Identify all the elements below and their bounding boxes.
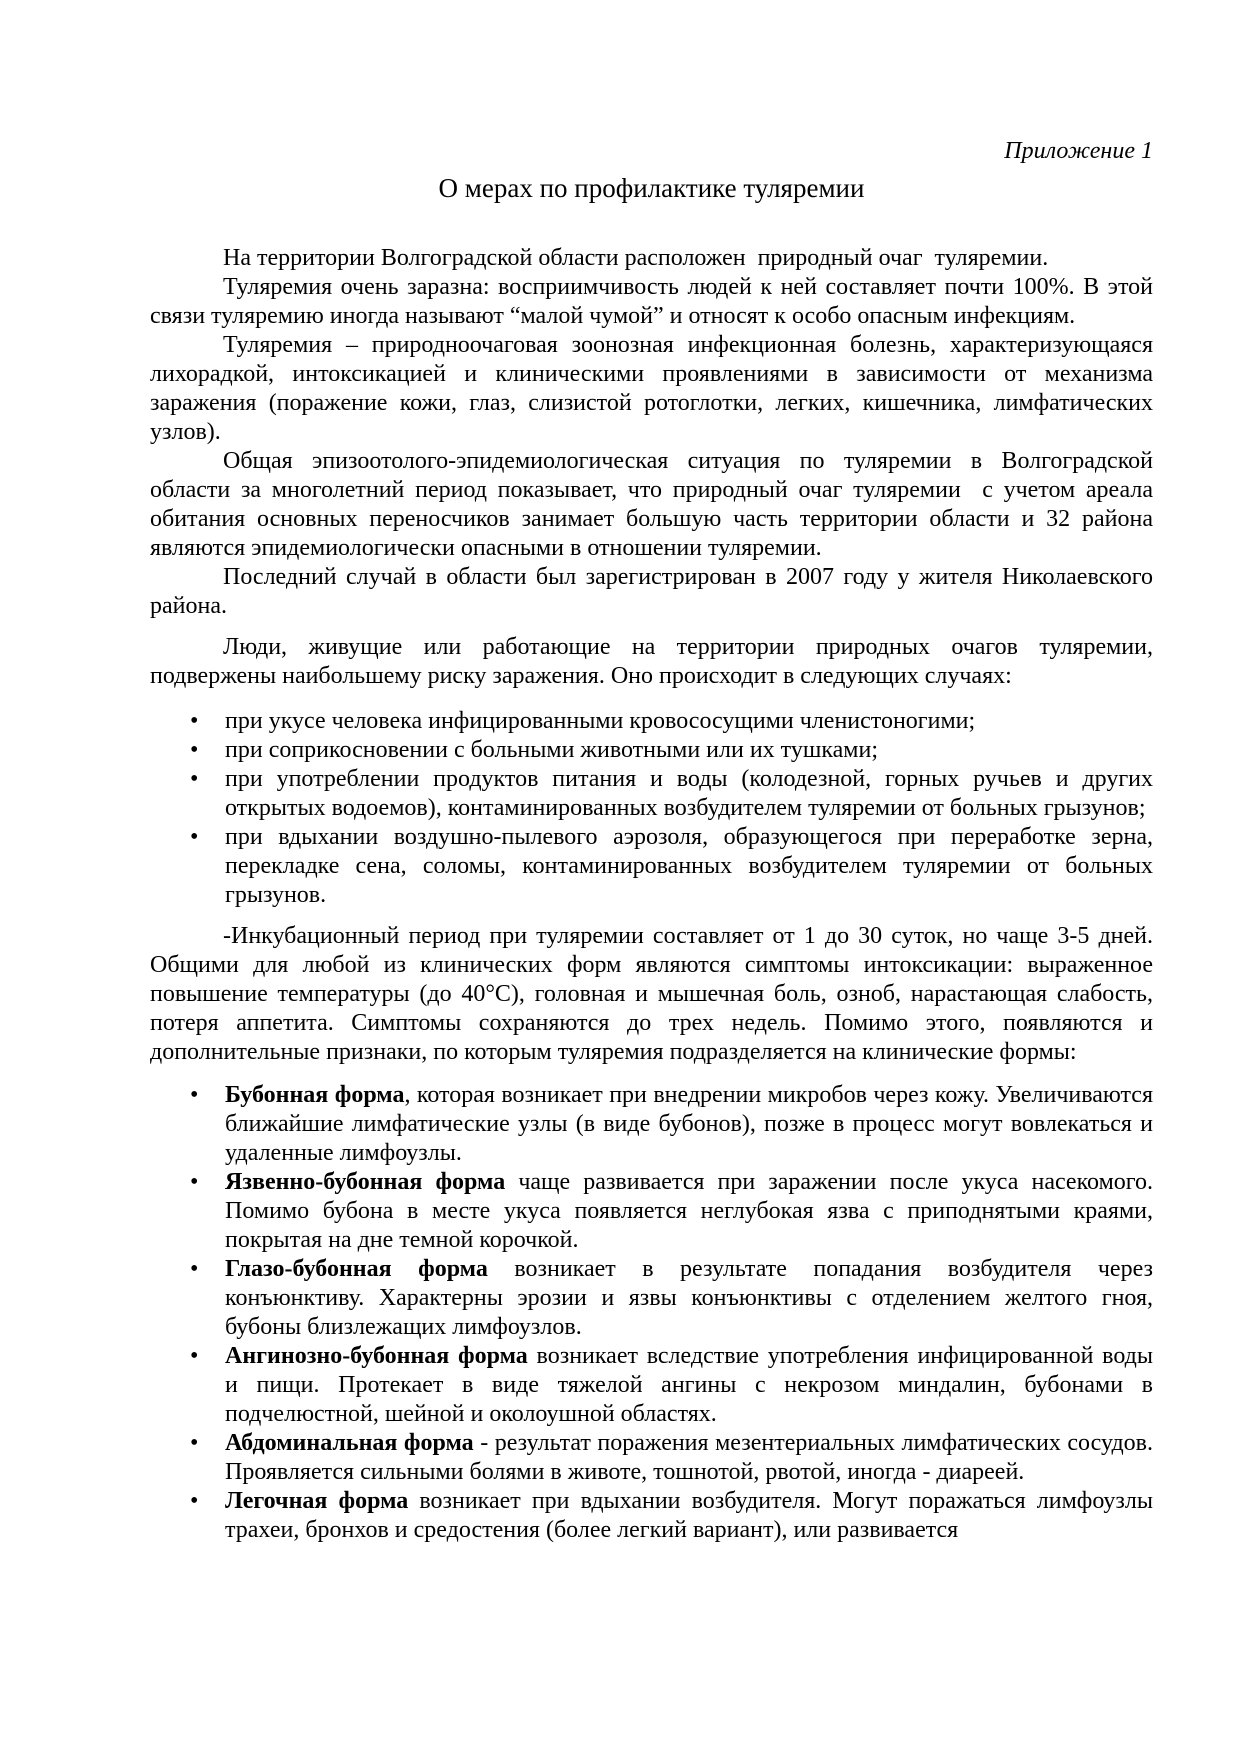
paragraph-territory: На территории Волгоградской области расположен природный очаг туляремии.	[223, 245, 1049, 271]
risk-cases-list	[150, 707, 1153, 910]
paragraph-epizootic-situation: Общая эпизоотолого-эпидемиологическая ситуация по туляремии в Волгоградской области за многолетний период показывает, что природный очаг туляремии с учетом ареала обитания основных переносчиков занимает большую часть территории области и 32 района являются эпидемиологически опасными в отношении туляремии.	[150, 448, 1153, 561]
list-item-text: при укусе человека инфицированными кровососущими членистоногими;	[225, 708, 976, 734]
list-item-text: при вдыхании воздушно-пылевого аэрозоля, образующегося при переработке зерна, перекладке сена, соломы, контаминированных возбудителем туляремии от больных грызунов.	[225, 824, 1153, 908]
form-name: Глазо-бубонная форма	[225, 1256, 488, 1282]
bullet-icon: •	[190, 1169, 199, 1195]
list-item	[150, 765, 1153, 823]
form-description: возникает при вдыхании возбудителя. Могут поражаться лимфоузлы трахеи, бронхов и средостения (более легкий вариант), или развивается	[225, 1488, 1153, 1543]
list-item-text	[225, 1487, 1153, 1545]
form-description: возникает вследствие употребления инфицированной воды и пищи. Протекает в виде тяжелой ангины с некрозом миндалин, бубонами в подчелюстной, шейной и околоушной областях.	[225, 1343, 1153, 1427]
paragraph-contagious: Туляремия очень заразна: восприимчивость людей к ней составляет почти 100%. В этой связи туляремию иногда называют “малой чумой” и относят к особо опасным инфекциям.	[150, 274, 1153, 329]
bullet-icon: •	[190, 1343, 199, 1369]
form-name: Легочная форма	[225, 1488, 409, 1514]
list-item	[150, 1429, 1153, 1487]
paragraph-risk-intro: Люди, живущие или работающие на территории природных очагов туляремии, подвержены наибольшему риску заражения. Оно происходит в следующих случаях:	[150, 634, 1153, 689]
bullet-icon: •	[190, 737, 199, 763]
bullet-icon: •	[190, 1488, 199, 1514]
form-description: - результат поражения мезентериальных лимфатических сосудов. Проявляется сильными болями в животе, тошнотой, рвотой, иногда - диареей.	[225, 1430, 1154, 1485]
list-item-text	[225, 1429, 1153, 1487]
paragraph-definition: Туляремия – природноочаговая зоонозная инфекционная болезнь, характеризующаяся лихорадкой, интоксикацией и клиническими проявлениями в зависимости от механизма заражения (поражение кожи, глаз, слизистой ротоглотки, легких, кишечника, лимфатических узлов).	[150, 332, 1153, 445]
annex-label: Приложение 1	[1004, 138, 1153, 164]
list-item	[150, 1255, 1153, 1342]
bullet-icon: •	[190, 1256, 199, 1282]
form-description: чаще развивается при заражении после укуса насекомого. Помимо бубона в месте укуса появляется неглубокая язва с приподнятыми краями, покрытая на дне темной корочкой.	[225, 1169, 1154, 1253]
form-description: возникает в результате попадания возбудителя через конъюнктиву. Характерны эрозии и язвы конъюнктивы с отделением желтого гноя, бубоны близлежащих лимфоузлов.	[225, 1256, 1154, 1340]
paragraph-incubation: -Инкубационный период при туляремии составляет от 1 до 30 суток, но чаще 3-5 дней. Общими для любой из клинических форм являются симптомы интоксикации: выраженное повышение температуры (до 40°С), головная и мышечная боль, озноб, нарастающая слабость, потеря аппетита. Симптомы сохраняются до трех недель. Помимо этого, появляются и дополнительные признаки, по которым туляремия подразделяется на клинические формы:	[150, 923, 1153, 1065]
form-name: Абдоминальная форма	[225, 1430, 474, 1456]
page-title: О мерах по профилактике туляремии	[438, 173, 865, 203]
list-item	[150, 1168, 1153, 1255]
bullet-icon: •	[190, 824, 199, 850]
list-item-text: при употреблении продуктов питания и воды (колодезной, горных ручьев и других открытых водоемов), контаминированных возбудителем туляремии от больных грызунов;	[225, 766, 1153, 821]
form-name: Ангинозно-бубонная форма	[225, 1343, 528, 1369]
list-item-text	[225, 1168, 1153, 1255]
bullet-icon: •	[190, 766, 199, 792]
bullet-icon: •	[190, 1082, 199, 1108]
list-item-text: при соприкосновении с больными животными или их тушками;	[225, 737, 878, 763]
bullet-icon: •	[190, 1430, 199, 1456]
list-item-text	[225, 1342, 1153, 1429]
paragraph-last-case: Последний случай в области был зарегистрирован в 2007 году у жителя Николаевского района.	[150, 564, 1153, 619]
list-item	[150, 1342, 1153, 1429]
list-item-text	[225, 1081, 1153, 1168]
bullet-icon: •	[190, 708, 199, 734]
list-item	[150, 823, 1153, 910]
form-description: , которая возникает при внедрении микробов через кожу. Увеличиваются ближайшие лимфатические узлы (в виде бубонов), позже в процесс могут вовлекаться и удаленные лимфоузлы.	[225, 1082, 1154, 1166]
list-item	[150, 736, 1153, 765]
list-item	[150, 707, 1153, 736]
list-item	[150, 1487, 1153, 1545]
form-name: Бубонная форма	[225, 1082, 405, 1108]
clinical-forms-list	[150, 1081, 1153, 1545]
list-item	[150, 1081, 1153, 1168]
form-name: Язвенно-бубонная форма	[225, 1169, 506, 1195]
list-item-text	[225, 1255, 1153, 1342]
